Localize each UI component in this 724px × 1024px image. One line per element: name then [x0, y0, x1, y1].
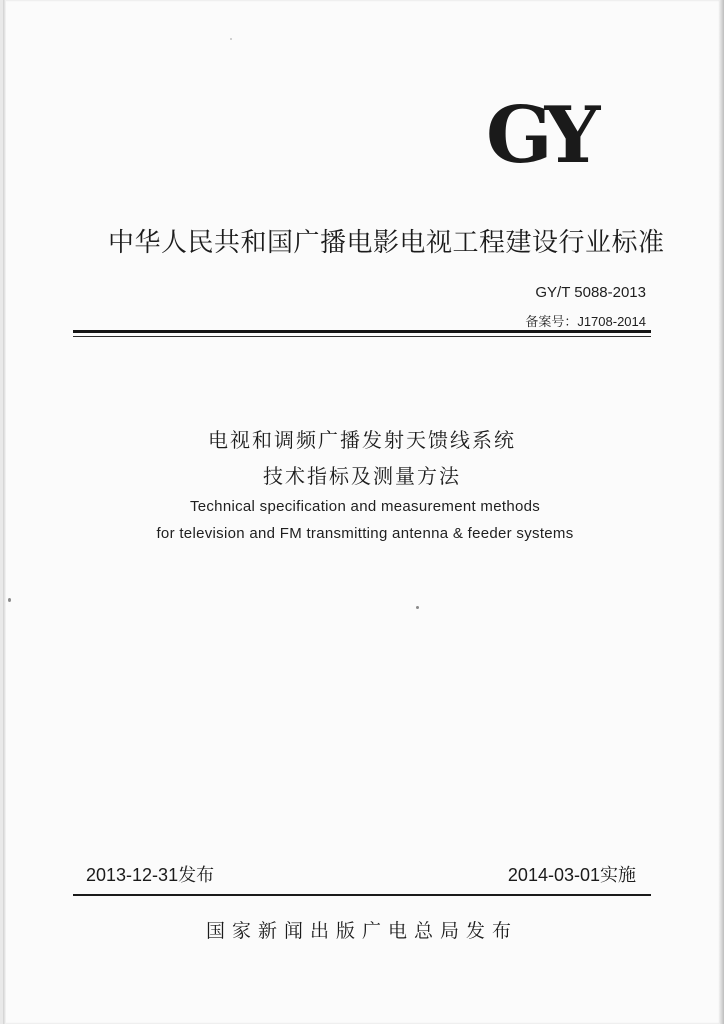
- english-title-line-1: Technical specification and measurement methods: [189, 498, 541, 515]
- english-title-line-2: for television and FM transmitting antenna & feeder systems: [156, 525, 574, 542]
- header-rule-thin: [73, 336, 651, 337]
- scan-speck: [8, 598, 11, 602]
- scan-speck: [230, 38, 232, 40]
- chinese-title-line-1: 电视和调频广播发射天馈线系统: [208, 428, 516, 452]
- chinese-title-line-2: 技术指标及测量方法: [263, 464, 461, 488]
- issuing-body-title: 中华人民共和国广播电影电视工程建设行业标准: [108, 228, 665, 258]
- scan-speck: [416, 606, 419, 609]
- filing-number: 备案号：J1708-2014: [525, 314, 646, 329]
- issue-date: 2013-12-31发布: [86, 865, 215, 885]
- implementation-date: 2014-03-01实施: [507, 865, 636, 885]
- gy-logo: [484, 94, 644, 174]
- header-rule-thick: [73, 330, 651, 333]
- publisher: 国家新闻出版广电总局发布: [205, 920, 518, 942]
- gy-logo-text: GY: [486, 94, 593, 174]
- footer-rule: [73, 894, 651, 896]
- standard-number: GY/T 5088-2013: [535, 284, 646, 301]
